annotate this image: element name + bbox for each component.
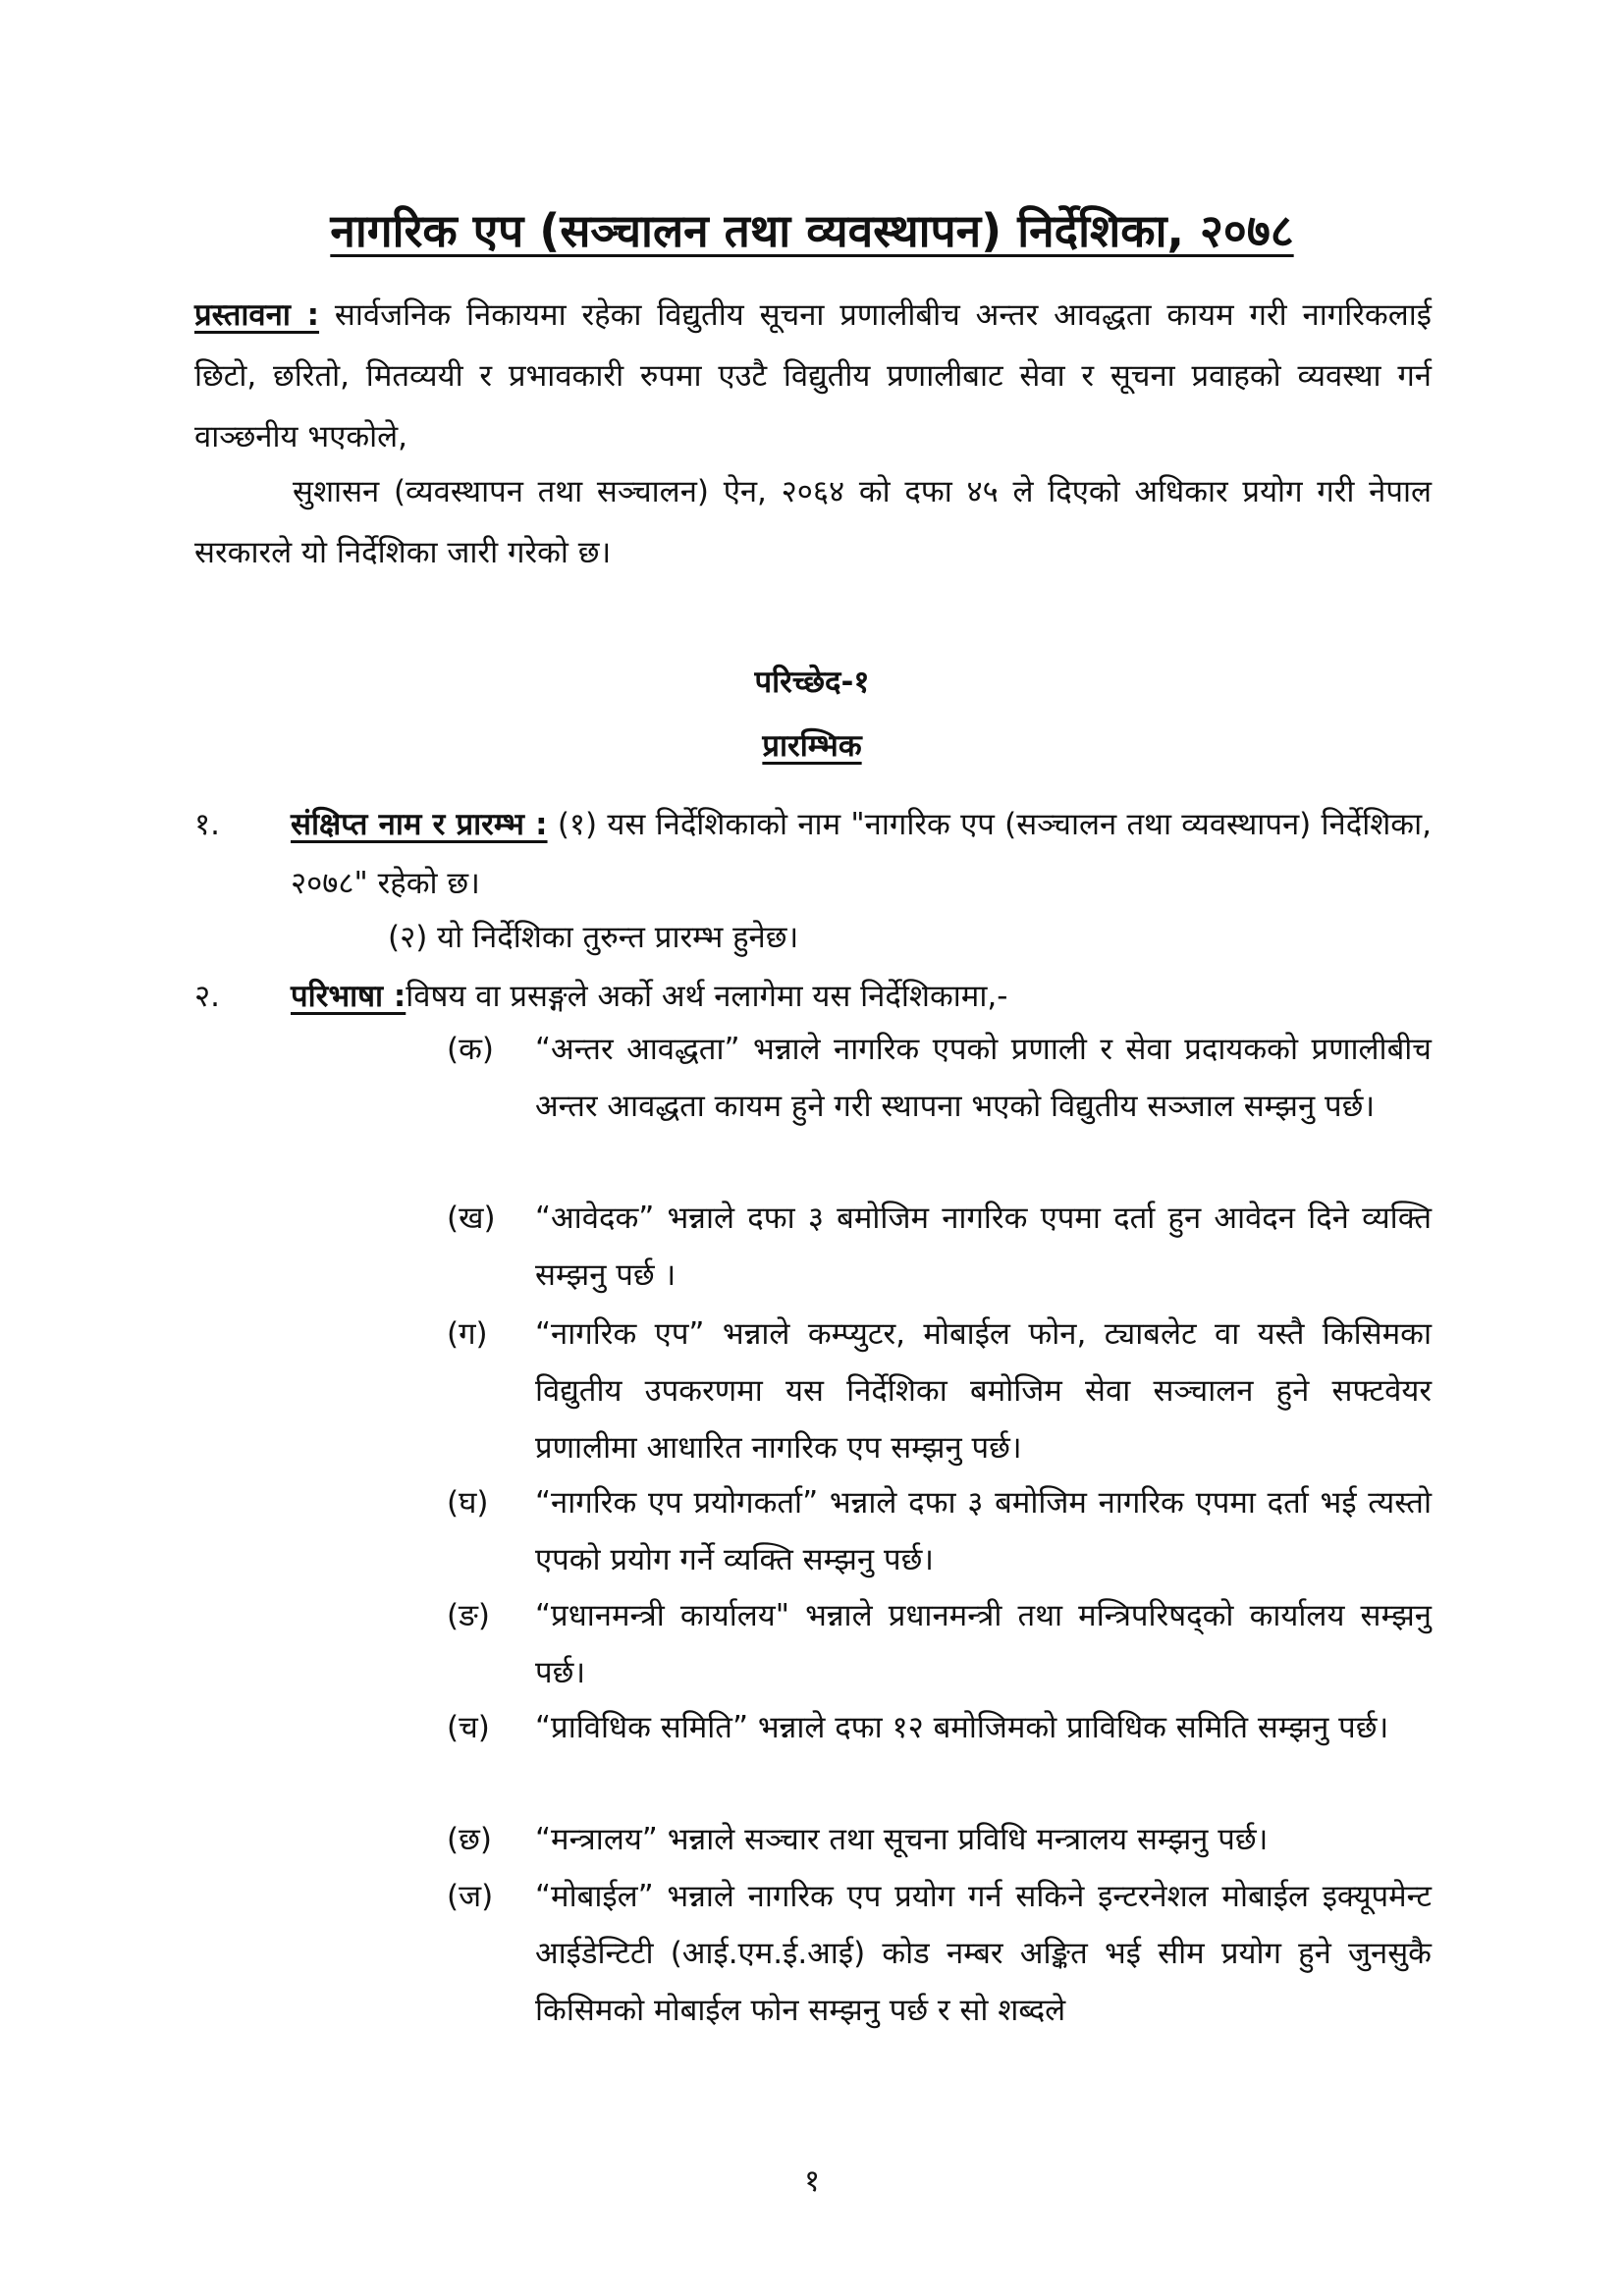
section-2-text: विषय वा प्रसङ्गले अर्को अर्थ नलागेमा यस निर्देशिकामा,- — [406, 979, 1008, 1014]
section-2 — [194, 967, 1432, 1026]
clause-text: “नागरिक एप” भन्नाले कम्प्युटर, मोबाईल फोन, ट्याबलेट वा यस्तै किसिमका विद्युतीय उपकरणमा यस निर्देशिका बमोजिम सेवा सञ्चालन हुने सफ्टवेयर प्रणालीमा आधारित नागरिक एप सम्झनु पर्छ। — [535, 1316, 1432, 1466]
clause-text: “नागरिक एप प्रयोगकर्ता” भन्नाले दफा ३ बमोजिम नागरिक एपमा दर्ता भई त्यस्तो एपको प्रयोग गर्ने व्यक्ति सम्झनु पर्छ। — [535, 1485, 1432, 1577]
clause-label: (ग) — [447, 1316, 488, 1352]
clause-label: (ख) — [447, 1201, 496, 1236]
clause-label: (च) — [447, 1710, 490, 1745]
clause-kha — [447, 1190, 1432, 1304]
clause-gha — [447, 1474, 1432, 1588]
section-1-heading: संक्षिप्त नाम र प्रारम्भ : — [291, 807, 548, 842]
clause-label: (छ) — [447, 1822, 492, 1857]
preamble-label: प्रस्तावना : — [194, 297, 320, 333]
chapter-title-text: प्रारम्भिक — [762, 728, 862, 764]
clause-text: “आवेदक” भन्नाले दफा ३ बमोजिम नागरिक एपमा दर्ता हुन आवेदन दिने व्यक्ति सम्झनु पर्छ । — [535, 1201, 1432, 1293]
clause-label: (क) — [447, 1032, 494, 1067]
clause-nga — [447, 1587, 1432, 1701]
clause-text: “अन्तर आवद्धता” भन्नाले नागरिक एपको प्रणाली र सेवा प्रदायकको प्रणालीबीच अन्तर आवद्धता कायम हुने गरी स्थापना भएको विद्युतीय सञ्जाल सम्झनु पर्छ। — [535, 1032, 1432, 1124]
section-2-number: २. — [194, 979, 220, 1014]
preamble-paragraph — [194, 285, 1432, 467]
section-2-body — [291, 967, 1432, 1026]
clause-cha — [447, 1699, 1432, 1756]
clause-label: (ङ) — [447, 1598, 490, 1633]
section-1-text: (१) यस निर्देशिकाको नाम "नागरिक एप (सञ्चालन तथा व्यवस्थापन) निर्देशिका, २०७८" रहेको छ। — [291, 807, 1432, 901]
section-1-number: १. — [194, 807, 220, 842]
preamble-text: सार्वजनिक निकायमा रहेका विद्युतीय सूचना प्रणालीबीच अन्तर आवद्धता कायम गरी नागरिकलाई छिटो, छरितो, मितव्ययी र प्रभावकारी रुपमा एउटै विद्युतीय प्रणालीबाट सेवा र सूचना प्रवाहको व्यवस्था गर्न वाञ्छनीय भएकोले, — [194, 297, 1432, 454]
section-1 — [194, 795, 1432, 913]
document-title-text: नागरिक एप (सञ्चालन तथा व्यवस्थापन) निर्देशिका, २०७८ — [330, 204, 1294, 257]
clause-text: “प्रधानमन्त्री कार्यालय" भन्नाले प्रधानमन्त्री तथा मन्त्रिपरिषद्को कार्यालय सम्झनु पर्छ। — [535, 1598, 1432, 1690]
clause-label: (घ) — [447, 1485, 489, 1521]
clause-text: “मन्त्रालय” भन्नाले सञ्चार तथा सूचना प्रविधि मन्त्रालय सम्झनु पर्छ। — [535, 1822, 1269, 1857]
chapter-heading: परिच्छेद-१ — [754, 665, 870, 700]
section-2-heading: परिभाषा : — [291, 979, 406, 1014]
clause-ka — [447, 1021, 1432, 1135]
enactment-paragraph — [194, 461, 1432, 583]
page-number: १ — [803, 2163, 821, 2199]
enactment-text: सुशासन (व्यवस्थापन तथा सञ्चालन) ऐन, २०६४ को दफा ४५ ले दिएको अधिकार प्रयोग गरी नेपाल सरकारले यो निर्देशिका जारी गरेको छ। — [194, 474, 1432, 570]
section-1-body — [291, 795, 1432, 913]
chapter-title — [0, 721, 1624, 771]
clause-chha — [447, 1811, 1432, 1868]
clause-ja — [447, 1868, 1432, 2039]
clause-label: (ज) — [447, 1879, 494, 1914]
section-1-subclause: (२) यो निर्देशिका तुरुन्त प्रारम्भ हुनेछ। — [388, 920, 799, 955]
document-title — [0, 201, 1624, 260]
clause-ga — [447, 1306, 1432, 1476]
clause-text: “मोबाईल” भन्नाले नागरिक एप प्रयोग गर्न सकिने इन्टरनेशल मोबाईल इक्यूपमेन्ट आईडेन्टिटी (आई.एम.ई.आई) कोड नम्बर अङ्कित भई सीम प्रयोग हुने जुनसुकै किसिमको मोबाईल फोन सम्झनु पर्छ र सो शब्दले — [535, 1879, 1432, 2028]
clause-text: “प्राविधिक समिति” भन्नाले दफा १२ बमोजिमको प्राविधिक समिति सम्झनु पर्छ। — [535, 1710, 1389, 1745]
